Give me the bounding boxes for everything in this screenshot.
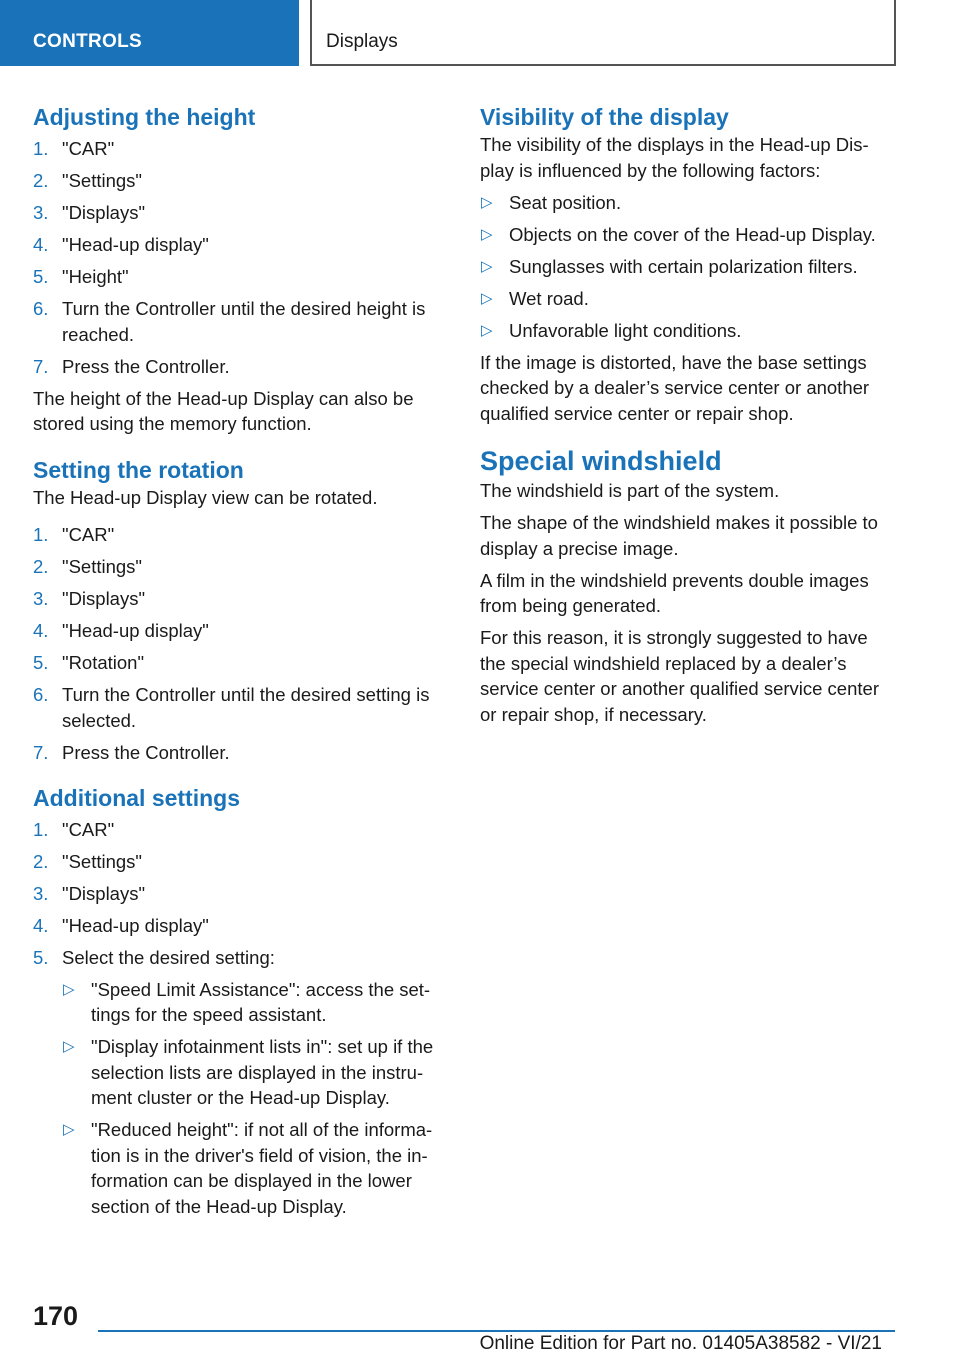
step-text: "Settings" bbox=[62, 556, 142, 577]
step-text: "Height" bbox=[62, 266, 129, 287]
windshield-heading: Special windshield bbox=[480, 446, 722, 476]
step-item bbox=[33, 168, 447, 194]
step-number: 7. bbox=[33, 355, 49, 377]
step-number: 5. bbox=[33, 947, 49, 968]
step-item bbox=[33, 586, 447, 612]
header-end-rule bbox=[894, 0, 896, 66]
triangle-right-icon: ▷ bbox=[481, 321, 493, 339]
factor-text: Sunglasses with certain polarization filters. bbox=[509, 255, 858, 277]
step-text: Press the Controller. bbox=[62, 355, 230, 377]
adjusting-height-heading: Adjusting the height bbox=[33, 104, 256, 130]
step-number: 4. bbox=[33, 620, 49, 641]
step-text: "Displays" bbox=[62, 883, 146, 904]
sub-item-text: "Reduced height": if not all of the informa-tion is in the driver's field of vision, the in-formation can be displayed in the lower section of the Head-up Display. bbox=[91, 1119, 433, 1217]
step-item bbox=[33, 200, 447, 226]
step-number: 4. bbox=[33, 915, 49, 936]
step-text: Select the desired setting: bbox=[62, 947, 275, 968]
factor-item bbox=[480, 286, 896, 312]
step-text: Turn the Controller until the desired height is reached. bbox=[62, 298, 426, 345]
step-text: "Displays" bbox=[62, 202, 146, 223]
step-text: Turn the Controller until the desired setting is selected. bbox=[62, 684, 430, 731]
factor-item bbox=[480, 318, 896, 344]
step-item bbox=[33, 264, 447, 290]
visibility-note: If the image is distorted, have the base settings checked by a dealer’s service center or another qualified service center or repair shop. bbox=[480, 351, 870, 424]
factor-text: Wet road. bbox=[509, 287, 589, 309]
factor-item bbox=[480, 254, 896, 280]
additional-settings-heading: Additional settings bbox=[33, 785, 240, 811]
windshield-section bbox=[480, 444, 896, 727]
step-item bbox=[33, 650, 447, 676]
step-item bbox=[33, 136, 447, 162]
step-number: 2. bbox=[33, 170, 49, 191]
step-number: 6. bbox=[33, 684, 49, 705]
rotation-section bbox=[33, 455, 447, 766]
sub-list-item bbox=[62, 1117, 447, 1219]
step-number: 7. bbox=[33, 741, 49, 763]
step-item bbox=[33, 522, 447, 548]
page-number: 170 bbox=[33, 1301, 79, 1331]
windshield-paragraph: A film in the windshield prevents double images from being generated. bbox=[480, 569, 869, 616]
factor-text: Seat position. bbox=[509, 191, 622, 213]
additional-settings-sublist bbox=[62, 977, 447, 1220]
step-item bbox=[33, 945, 447, 1219]
step-item bbox=[33, 849, 447, 875]
step-text: Press the Controller. bbox=[62, 741, 230, 763]
step-text: "Head-up display" bbox=[62, 234, 209, 255]
sub-item-text: "Speed Limit Assistance": access the set-tings for the speed assistant. bbox=[91, 978, 431, 1025]
adjusting-height-section bbox=[33, 102, 447, 437]
step-number: 6. bbox=[33, 298, 49, 319]
step-item bbox=[33, 232, 447, 258]
additional-settings-section bbox=[33, 783, 447, 1219]
step-number: 3. bbox=[33, 883, 49, 904]
adjusting-height-steps bbox=[33, 136, 447, 379]
header-section-label: CONTROLS bbox=[33, 31, 143, 52]
visibility-heading: Visibility of the display bbox=[480, 104, 729, 130]
step-item bbox=[33, 354, 447, 380]
triangle-right-icon: ▷ bbox=[63, 1121, 75, 1138]
rotation-heading: Setting the rotation bbox=[33, 456, 244, 483]
triangle-right-icon: ▷ bbox=[481, 225, 493, 243]
step-item bbox=[33, 881, 447, 907]
step-number: 1. bbox=[33, 524, 49, 545]
rotation-steps bbox=[33, 522, 447, 765]
step-number: 3. bbox=[33, 202, 49, 223]
triangle-right-icon: ▷ bbox=[481, 193, 493, 211]
windshield-paragraph: The shape of the windshield makes it possible to display a precise image. bbox=[480, 512, 878, 559]
step-number: 1. bbox=[33, 819, 49, 840]
windshield-paragraph: For this reason, it is strongly suggested to have the special windshield replaced by a dealer’s service center or another qualified service center or repair shop, if necessary. bbox=[480, 627, 879, 725]
visibility-factors-list bbox=[480, 190, 896, 344]
adjusting-height-note: The height of the Head-up Display can also be stored using the memory function. bbox=[33, 387, 414, 434]
sub-list-item bbox=[62, 977, 447, 1028]
step-text: "Head-up display" bbox=[62, 915, 209, 936]
right-column bbox=[480, 100, 896, 745]
step-number: 5. bbox=[33, 266, 49, 287]
triangle-right-icon: ▷ bbox=[481, 289, 493, 307]
step-item bbox=[33, 817, 447, 843]
header-chapter-label: Displays bbox=[326, 31, 398, 52]
factor-item bbox=[480, 222, 896, 248]
triangle-right-icon: ▷ bbox=[63, 1038, 75, 1055]
step-item bbox=[33, 554, 447, 580]
triangle-right-icon: ▷ bbox=[63, 980, 75, 998]
step-text: "Settings" bbox=[62, 851, 142, 872]
factor-text: Unfavorable light conditions. bbox=[509, 319, 742, 341]
step-text: "Head-up display" bbox=[62, 620, 209, 641]
triangle-right-icon: ▷ bbox=[481, 257, 493, 275]
step-item bbox=[33, 618, 447, 644]
step-number: 3. bbox=[33, 588, 49, 609]
edition-note: Online Edition for Part no. 01405A38582 - VI/21 bbox=[479, 1333, 882, 1354]
step-text: "CAR" bbox=[62, 819, 115, 840]
rotation-intro: The Head-up Display view can be rotated. bbox=[33, 486, 378, 508]
factor-item bbox=[480, 190, 896, 216]
step-text: "CAR" bbox=[62, 138, 115, 159]
footer-rule bbox=[98, 1330, 895, 1332]
header-rule bbox=[310, 64, 896, 66]
windshield-paragraph: The windshield is part of the system. bbox=[480, 480, 780, 501]
step-text: "CAR" bbox=[62, 524, 115, 545]
step-number: 4. bbox=[33, 234, 49, 255]
step-text: "Settings" bbox=[62, 170, 142, 191]
step-text: "Rotation" bbox=[62, 652, 145, 673]
sub-list-item bbox=[62, 1034, 447, 1111]
step-number: 1. bbox=[33, 138, 49, 159]
step-number: 2. bbox=[33, 851, 49, 872]
step-item bbox=[33, 296, 447, 347]
visibility-section bbox=[480, 102, 896, 426]
step-item bbox=[33, 913, 447, 939]
additional-settings-steps bbox=[33, 817, 447, 1219]
factor-text: Objects on the cover of the Head-up Display. bbox=[509, 223, 876, 245]
step-number: 2. bbox=[33, 556, 49, 577]
step-text: "Displays" bbox=[62, 588, 146, 609]
step-item bbox=[33, 740, 447, 766]
step-item bbox=[33, 682, 447, 733]
step-number: 5. bbox=[33, 652, 49, 673]
visibility-intro: The visibility of the displays in the Head-up Dis-play is influenced by the following factors: bbox=[480, 134, 869, 181]
header-divider bbox=[310, 0, 312, 66]
sub-item-text: "Display infotainment lists in": set up if the selection lists are displayed in the instru-ment cluster or the Head-up Display. bbox=[91, 1036, 434, 1108]
left-column bbox=[33, 100, 447, 1237]
